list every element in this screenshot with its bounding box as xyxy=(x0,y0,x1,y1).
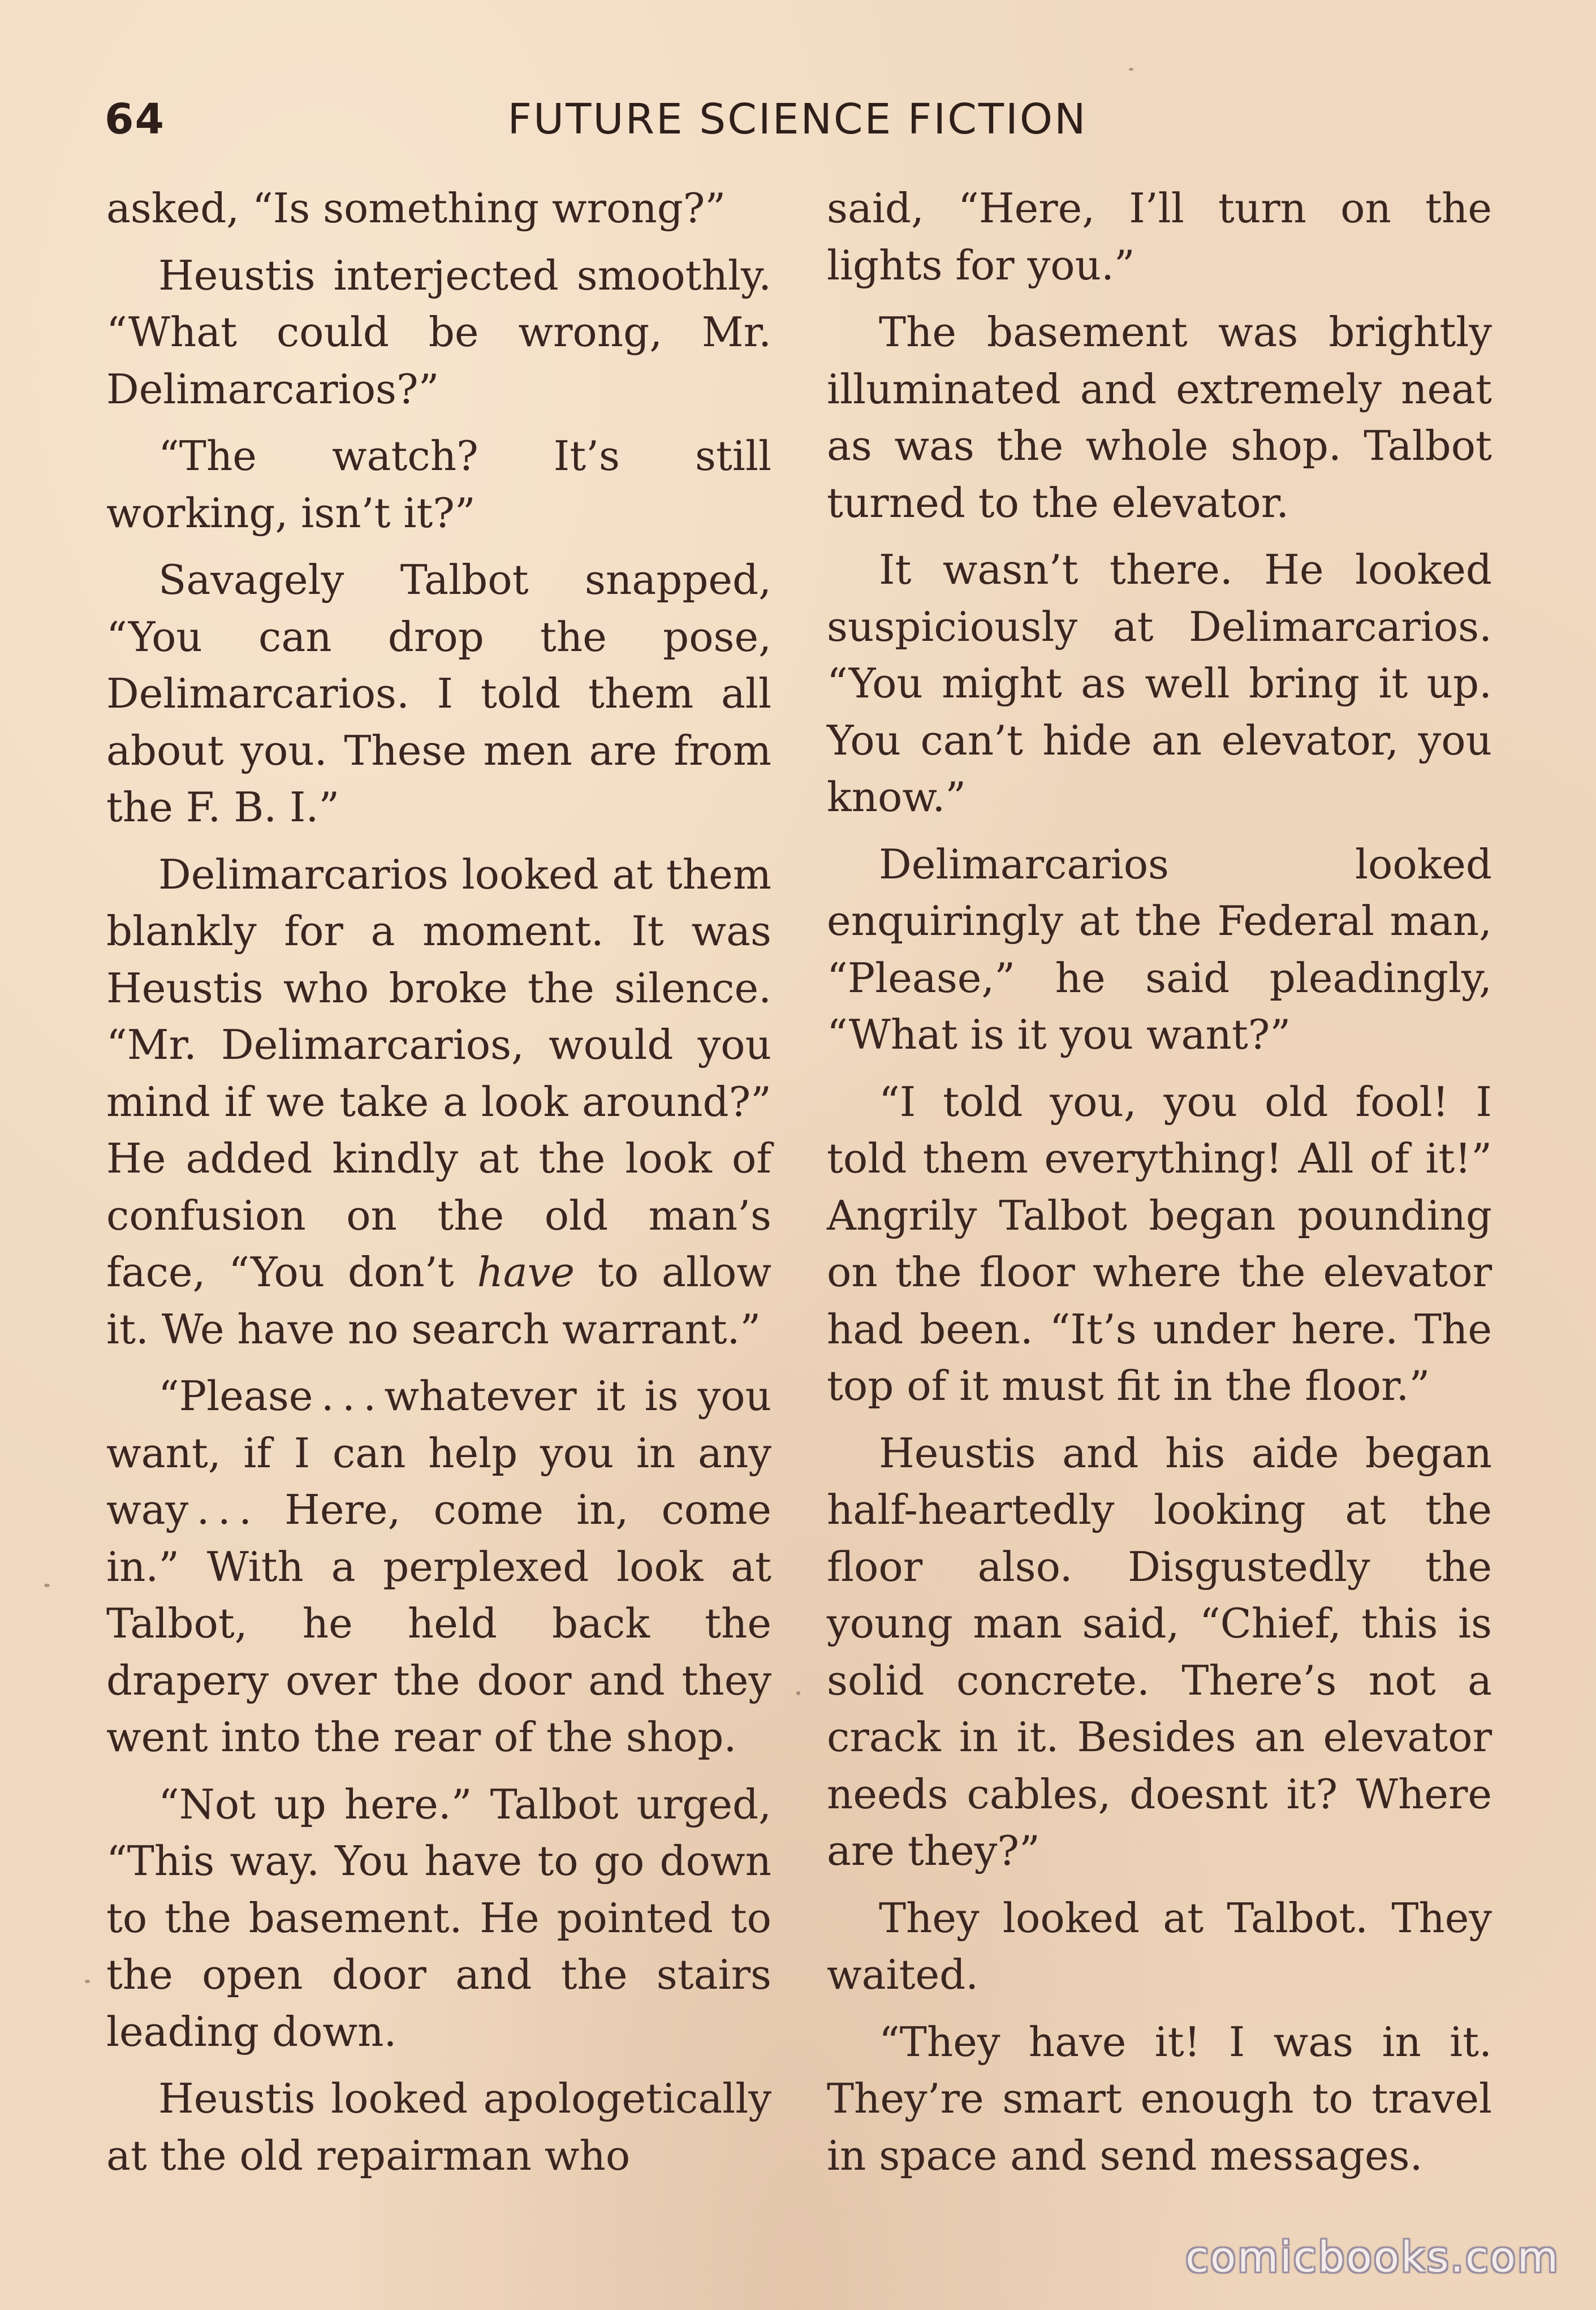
paragraph: Heustis and his aide began half-heartedly looking at the floor also. Disgustedly the young man said, “Chief, this is solid concrete. There’s not a crack in it. Besides an elevator needs cables, doesnt it? Where are they?” xyxy=(827,1429,1492,1874)
paragraph-text: Delimarcarios looked at them blankly for a moment. It was Heustis who broke the silence. “Mr. Delimarcarios, would you mind if we take a look around?” He added kindly at the look of confusion on the old man’s face, “You don’t xyxy=(106,850,771,1296)
running-title: FUTURE SCIENCE FICTION xyxy=(507,95,1088,144)
paragraph: Heustis interjected smoothly. “What could be wrong, Mr. Delimarcarios?” xyxy=(106,251,771,413)
page-number: 64 xyxy=(105,95,165,144)
paragraph: asked, “Is something wrong?” xyxy=(106,184,726,232)
paper-speck xyxy=(85,1980,90,1983)
emphasis-text: have xyxy=(477,1248,575,1296)
paragraph: Savagely Talbot snapped, “You can drop the pose, Delimarcarios. I told them all about you. These men are from the F. B. I.” xyxy=(106,556,771,831)
paper-speck xyxy=(796,1691,800,1695)
paragraph: Delimarcarios looked enquiringly at the Federal man, “Please,” he said pleadingly, “What is it you want?” xyxy=(827,840,1492,1058)
paragraph: They looked at Talbot. They waited. xyxy=(827,1894,1492,1998)
watermark: comicbooks.com xyxy=(1185,2233,1560,2282)
paragraph xyxy=(106,846,771,1358)
paragraph: Heustis looked apologetically at the old repairman who xyxy=(106,2075,771,2179)
paragraph: “Please . . . whatever it is you want, if I can help you in any way . . . Here, come in, come in.” With a perplexed look at Talbot, he held back the drapery over the door and they went into the rear of the shop. xyxy=(106,1372,771,1761)
paragraph: “I told you, you old fool! I told them everything! All of it!” Angrily Talbot began pounding on the floor where the elevator had been. “It’s under here. The top of it must fit in the floor.” xyxy=(827,1078,1492,1410)
left-column xyxy=(106,180,771,2184)
right-column xyxy=(827,180,1492,2184)
paragraph: said, “Here, I’ll turn on the lights for you.” xyxy=(827,184,1492,289)
paper-speck xyxy=(44,1584,50,1587)
paragraph: “Not up here.” Talbot urged, “This way. You have to go down to the basement. He pointed to the open door and the stairs leading down. xyxy=(106,1780,771,2055)
paragraph: It wasn’t there. He looked suspiciously at Delimarcarios. “You might as well bring it up. You can’t hide an elevator, you know.” xyxy=(827,546,1492,821)
paragraph: “The watch? It’s still working, isn’t it?” xyxy=(106,432,771,537)
paragraph-text: to allow it. We have no search warrant.” xyxy=(106,1248,771,1353)
page-header xyxy=(105,95,1490,157)
paragraph: “They have it! I was in it. They’re smart enough to travel in space and send messages. xyxy=(827,2018,1492,2179)
paper-speck xyxy=(1129,68,1133,71)
paragraph: The basement was brightly illuminated and extremely neat as was the whole shop. Talbot turned to the elevator. xyxy=(827,308,1492,527)
